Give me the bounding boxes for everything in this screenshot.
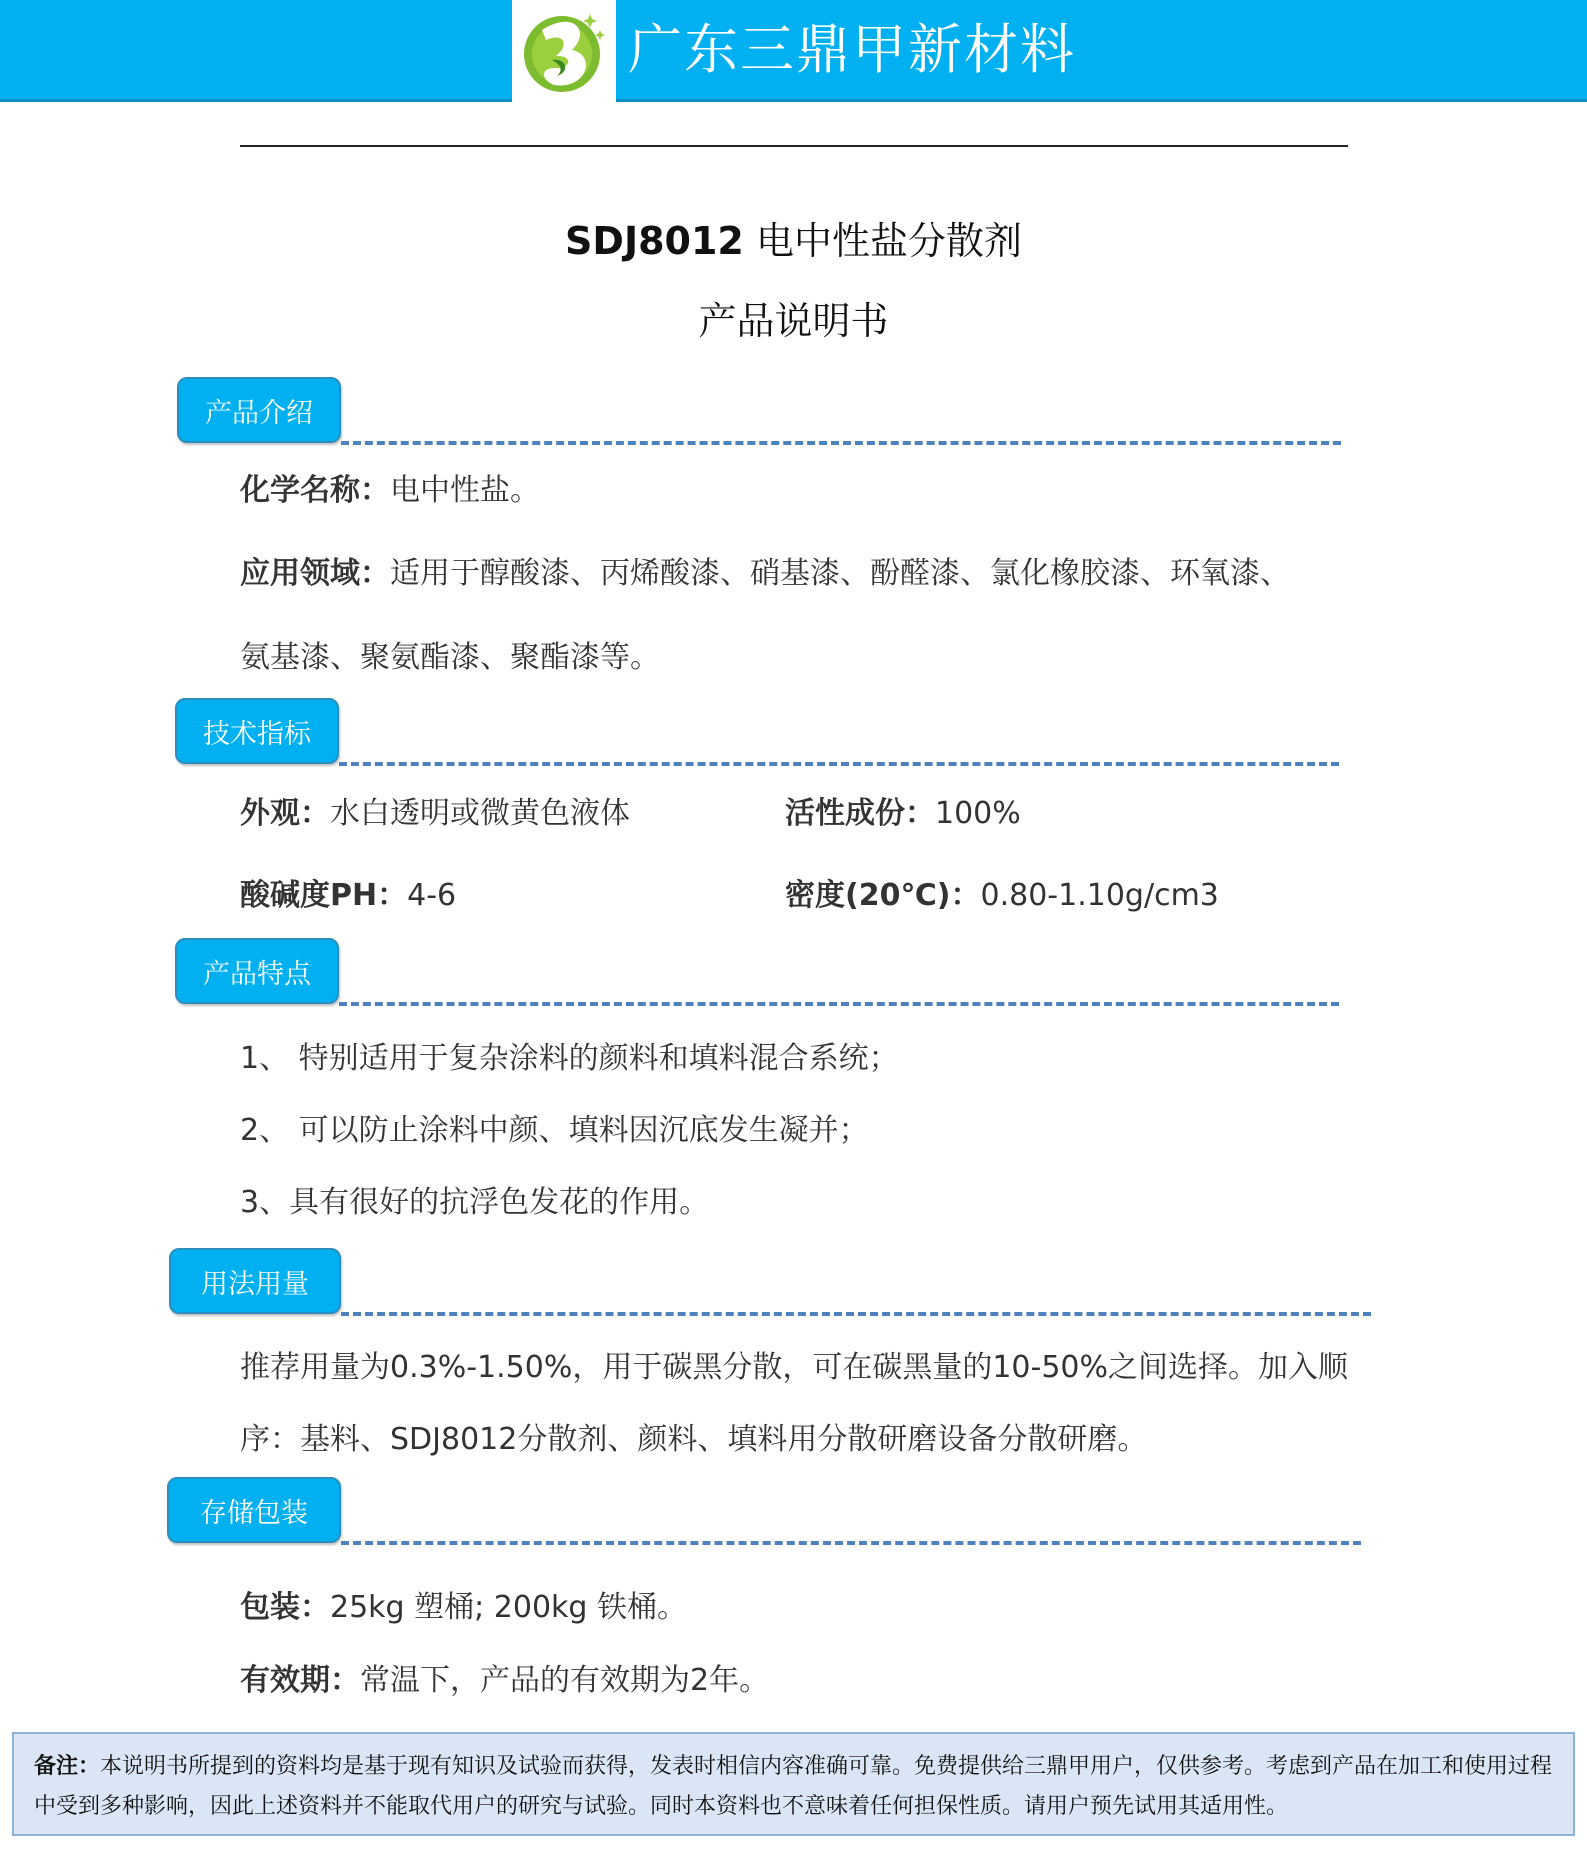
section-label-storage: 存储包装 <box>167 1477 341 1543</box>
chem-name-row <box>240 465 540 509</box>
brand-name: 广东三鼎甲新材料 <box>628 18 1076 81</box>
shelf-life-label: 有效期： <box>240 1663 360 1698</box>
shelf-life-value: 常温下，产品的有效期为2年。 <box>360 1663 770 1698</box>
section-divider <box>339 1002 1339 1006</box>
section-label-intro: 产品介绍 <box>177 377 341 443</box>
usage-text: 推荐用量为0.3%-1.50%，用于碳黑分散，可在碳黑量的10-50%之间选择。加入顺 <box>240 1350 1349 1385</box>
section-label-usage: 用法用量 <box>169 1248 341 1314</box>
sdj-leaf-logo-icon <box>512 0 616 102</box>
appearance-row <box>240 788 630 832</box>
chem-name-label: 化学名称： <box>240 473 390 508</box>
section-label-features: 产品特点 <box>175 938 339 1004</box>
product-code: SDJ8012 <box>565 219 744 263</box>
packaging-row <box>240 1582 687 1626</box>
application-row <box>240 548 1290 592</box>
packaging-value: 25kg 塑桶; 200kg 铁桶。 <box>330 1590 687 1625</box>
section-divider <box>339 762 1339 766</box>
density-label: 密度(20℃)： <box>785 878 981 913</box>
chem-name-value: 电中性盐。 <box>390 473 540 508</box>
application-row-cont: 氨基漆、聚氨酯漆、聚酯漆等。 <box>240 640 660 675</box>
feature-item: 3、具有很好的抗浮色发花的作用。 <box>240 1185 710 1220</box>
product-title <box>0 210 1587 265</box>
product-name: 电中性盐分散剂 <box>743 219 1022 263</box>
usage-text-cont: 序：基料、SDJ8012分散剂、颜料、填料用分散研磨设备分散研磨。 <box>240 1422 1148 1457</box>
section-divider <box>341 1541 1361 1545</box>
shelf-life-row <box>240 1655 769 1699</box>
disclaimer-text: 本说明书所提到的资料均是基于现有知识及试验而获得，发表时相信内容准确可靠。免费提供给三鼎甲用户，仅供参考。考虑到产品在加工和使用过程中受到多种影响，因此上述资料并不能取代用户的研究与试验。同时本资料也不意味着任何担保性质。请用户预先试用其适用性。 <box>34 1754 1553 1819</box>
feature-item: 1、 特别适用于复杂涂料的颜料和填料混合系统； <box>240 1041 899 1076</box>
header-bar <box>0 0 1587 102</box>
ph-row <box>240 870 456 914</box>
ph-label: 酸碱度PH： <box>240 878 408 913</box>
document-subtitle: 产品说明书 <box>698 299 889 343</box>
active-content-label: 活性成份： <box>785 796 935 831</box>
application-label: 应用领域： <box>240 556 390 591</box>
active-content-value: 100% <box>935 796 1021 831</box>
section-label-spec: 技术指标 <box>175 698 339 764</box>
application-value: 适用于醇酸漆、丙烯酸漆、硝基漆、酚醛漆、氯化橡胶漆、环氧漆、 <box>390 556 1290 591</box>
ph-value: 4-6 <box>407 878 457 913</box>
feature-item: 2、 可以防止涂料中颜、填料因沉底发生凝并； <box>240 1113 869 1148</box>
section-divider <box>341 441 1341 445</box>
density-row <box>785 870 1219 914</box>
active-content-row <box>785 788 1021 832</box>
packaging-label: 包装： <box>240 1590 330 1625</box>
disclaimer-box <box>12 1732 1575 1836</box>
disclaimer-label: 备注： <box>34 1753 101 1779</box>
appearance-label: 外观： <box>240 796 330 831</box>
appearance-value: 水白透明或微黄色液体 <box>330 796 630 831</box>
header-rule <box>240 145 1348 147</box>
density-value: 0.80-1.10g/cm3 <box>980 878 1219 913</box>
section-divider <box>341 1312 1371 1316</box>
